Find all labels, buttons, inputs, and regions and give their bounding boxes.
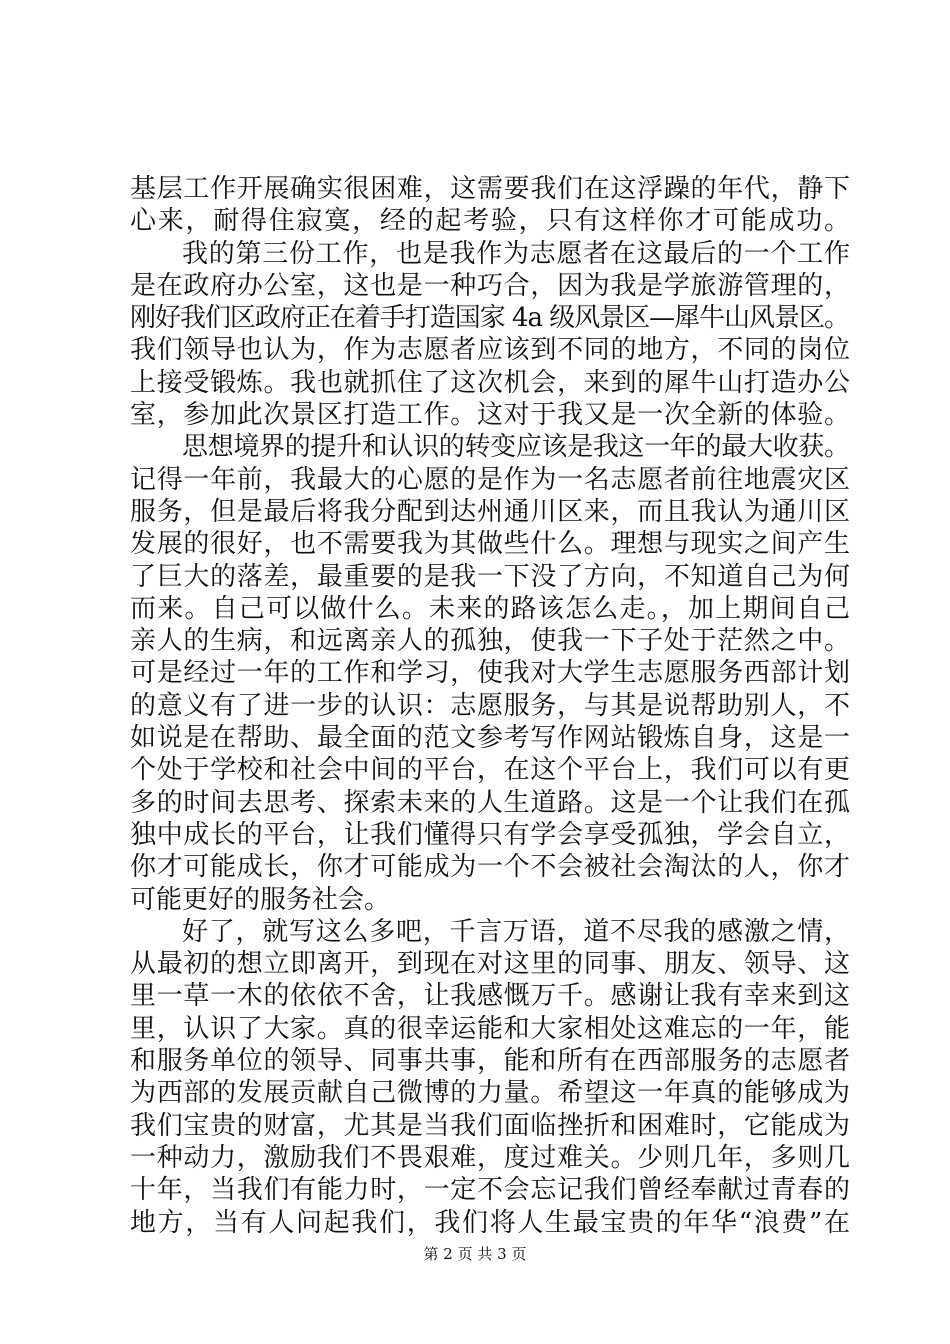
text-line: 刚好我们区政府正在着手打造国家 4a 级风景区—犀牛山风景区。 xyxy=(130,303,849,334)
text-line: 多的时间去思考、探索未来的人生道路。这是一个让我们在孤 xyxy=(130,787,851,818)
text-line: 可能更好的服务社会。 xyxy=(130,884,391,915)
text-line: 从最初的想立即离开，到现在对这里的同事、朋友、领导、这 xyxy=(130,949,851,980)
text-line: 可是经过一年的工作和学习，使我对大学生志愿服务西部计划 xyxy=(130,658,851,689)
page-footer: 第 2 页 共 3 页 xyxy=(423,1245,527,1263)
text-line: 独中成长的平台，让我们懂得只有学会享受孤独，学会自立， xyxy=(130,819,851,850)
text-line: 里，认识了大家。真的很幸运能和大家相处这难忘的一年，能 xyxy=(130,1013,851,1044)
text-line: 记得一年前，我最大的心愿的是作为一名志愿者前往地震灾区 xyxy=(130,464,851,495)
text-line: 心来，耐得住寂寞，经的起考验，只有这样你才可能成功。 xyxy=(130,206,852,237)
text-line: 你才可能成长，你才可能成为一个不会被社会淘汰的人，你才 xyxy=(130,852,851,883)
text-line: 和服务单位的领导、同事共事，能和所有在西部服务的志愿者 xyxy=(130,1046,851,1077)
text-line: 为西部的发展贡献自己微博的力量。希望这一年真的能够成为 xyxy=(130,1078,851,1109)
text-line: 亲人的生病，和远离亲人的孤独，使我一下子处于茫然之中。 xyxy=(130,626,851,657)
text-line: 室，参加此次景区打造工作。这对于我又是一次全新的体验。 xyxy=(130,400,851,431)
text-line: 一种动力，激励我们不畏艰难，度过难关。少则几年，多则几 xyxy=(130,1142,851,1173)
text-line: 十年，当我们有能力时，一定不会忘记我们曾经奉献过青春的 xyxy=(130,1175,851,1206)
text-line: 好了，就写这么多吧，千言万语，道不尽我的感激之情， xyxy=(182,916,851,947)
text-line: 的意义有了进一步的认识：志愿服务，与其是说帮助别人，不 xyxy=(130,690,851,721)
text-line: 服务，但是最后将我分配到达州通川区来，而且我认为通川区 xyxy=(130,496,851,527)
text-line: 地方，当有人问起我们，我们将人生最宝贵的年华“浪费”在 xyxy=(130,1207,852,1238)
text-line: 我们宝贵的财富，尤其是当我们面临挫折和困难时，它能成为 xyxy=(130,1110,851,1141)
text-line: 是在政府办公室，这也是一种巧合，因为我是学旅游管理的， xyxy=(130,270,851,301)
text-line: 了巨大的落差，最重要的是我一下没了方向，不知道自己为何 xyxy=(130,561,851,592)
text-line: 个处于学校和社会中间的平台，在这个平台上，我们可以有更 xyxy=(130,755,851,786)
text-line: 而来。自己可以做什么。未来的路该怎么走。，加上期间自己 xyxy=(130,593,852,624)
text-line: 基层工作开展确实很困难，这需要我们在这浮躁的年代，静下 xyxy=(130,174,851,204)
text-line: 如说是在帮助、最全面的范文参考写作网站锻炼自身，这是一 xyxy=(130,723,851,754)
text-line: 我们领导也认为，作为志愿者应该到不同的地方，不同的岗位 xyxy=(130,335,851,366)
text-line: 里一草一木的依依不舍，让我感慨万千。感谢让我有幸来到这 xyxy=(130,981,851,1012)
body-text xyxy=(130,173,850,1239)
text-line: 上接受锻炼。我也就抓住了这次机会，来到的犀牛山打造办公 xyxy=(130,367,851,398)
text-line: 思想境界的提升和认识的转变应该是我这一年的最大收获。 xyxy=(182,432,850,463)
text-line: 发展的很好，也不需要我为其做些什么。理想与现实之间产生 xyxy=(130,529,851,560)
text-line: 我的第三份工作，也是我作为志愿者在这最后的一个工作 xyxy=(182,238,851,269)
